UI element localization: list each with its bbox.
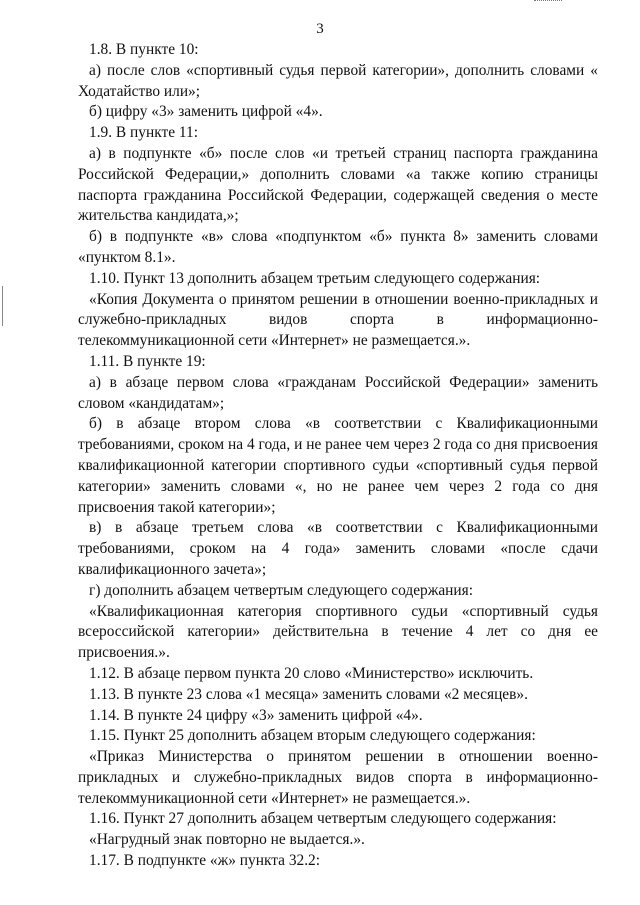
paragraph: б) цифру «3» заменить цифрой «4». [89,103,323,121]
document-body [78,40,598,872]
scan-artifact [2,286,3,326]
paragraph: «Приказ Министерства о принятом решении в отношении военно-прикладных и служебно-прикладных видов спорта в информационно-телекоммуникационной сети «Интернет» не размещается.». [78,748,598,807]
paragraph: 1.10. Пункт 13 дополнить абзацем третьим следующего содержания: [89,269,541,287]
paragraph: 1.11. В пункте 19: [89,352,206,370]
paragraph: 1.13. В пункте 23 слова «1 месяца» заменить словами «2 месяцев». [89,685,528,703]
paragraph: 1.17. В подпункте «ж» пункта 32.2: [89,852,321,870]
paragraph: 1.9. В пункте 11: [89,124,198,142]
scan-artifact [534,0,562,3]
paragraph: а) в подпункте «б» после слов «и третьей страниц паспорта гражданина Российской Федерации,» дополнить словами «а также копию страницы паспорта гражданина Российской Федерации, содержащей сведения о месте жительства кандидата,»; [78,144,598,225]
page-number: 3 [316,21,324,37]
paragraph: 1.12. В абзаце первом пункта 20 слово «Министерство» исключить. [89,664,534,682]
paragraph: 1.15. Пункт 25 дополнить абзацем вторым следующего содержания: [89,727,536,745]
paragraph: «Нагрудный знак повторно не выдается.». [89,831,365,849]
paragraph: г) дополнить абзацем четвертым следующего содержания: [89,581,474,599]
paragraph: а) в абзаце первом слова «гражданам Российской Федерации» заменить словом «кандидатам»; [78,373,598,412]
paragraph: 1.16. Пункт 27 дополнить абзацем четвертым следующего содержания: [89,810,557,828]
paragraph: в) в абзаце третьем слова «в соответствии с Квалификационными требованиями, сроком на 4 года» заменить словами «после сдачи квалификационного зачета»; [78,519,598,578]
paragraph: а) после слов «спортивный судья первой категории», дополнить словами « Ходатайство или»; [78,61,598,100]
paragraph: 1.8. В пункте 10: [89,41,199,58]
paragraph: б) в абзаце втором слова «в соответствии с Квалификационными требованиями, сроком на 4 года, и не ранее чем через 2 года со дня присвоения квалификационной категории спортивного судьи «спортивный судья первой категории» заменить словами «, но не ранее чем через 2 года со дня присвоения такой категории»; [78,415,598,516]
paragraph: «Копия Документа о принятом решении в отношении военно-прикладных и служебно-прикладных видов спорта в информационно-телекоммуникационной сети «Интернет» не размещается.». [78,290,598,350]
paragraph: б) в подпункте «в» слова «подпунктом «б» пункта 8» заменить словами «пунктом 8.1». [78,228,598,266]
paragraph: «Квалификационная категория спортивного судьи «спортивный судья всероссийской категории» действительна в течение 4 лет со дня ее присвоения.». [78,602,598,662]
paragraph: 1.14. В пункте 24 цифру «3» заменить цифрой «4». [89,706,423,724]
